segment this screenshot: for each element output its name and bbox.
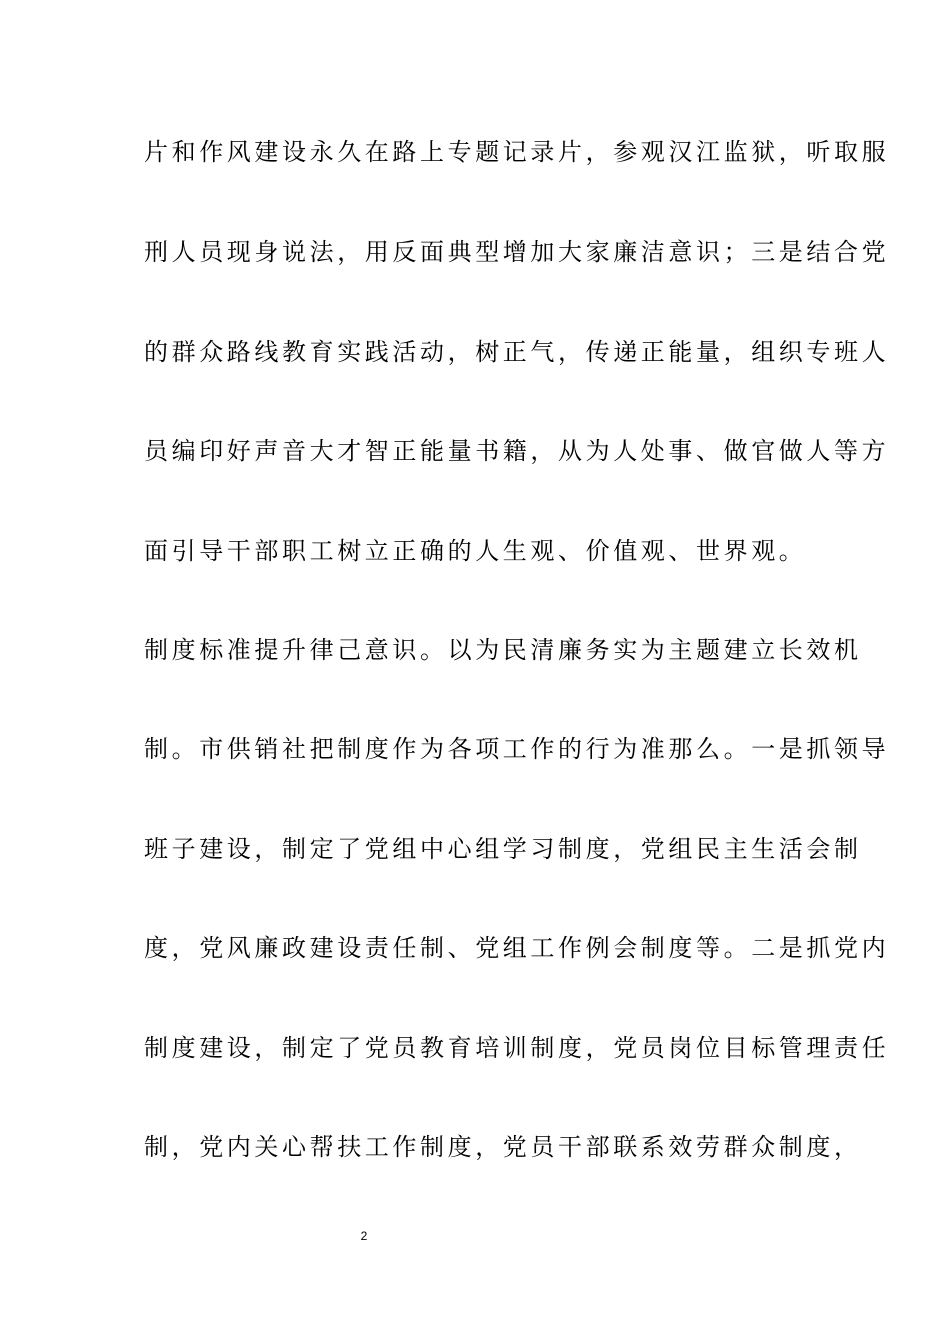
text-line-1: 片和作风建设永久在路上专题记录片，参观汉江监狱，听取服 (144, 138, 890, 166)
text-line-11: 制，党内关心帮扶工作制度，党员干部联系效劳群众制度， (144, 1133, 862, 1161)
text-line-5: 面引导干部职工树立正确的人生观、价值观、世界观。 (144, 537, 807, 565)
text-line-9: 度，党风廉政建设责任制、党组工作例会制度等。二是抓党内 (144, 934, 890, 962)
text-line-8: 班子建设，制定了党组中心组学习制度，党组民主生活会制 (144, 835, 862, 863)
text-line-4: 员编印好声音大才智正能量书籍，从为人处事、做官做人等方 (144, 437, 890, 465)
page-number: 2 (360, 1229, 368, 1243)
text-line-3: 的群众路线教育实践活动，树正气，传递正能量，组织专班人 (144, 338, 890, 366)
text-line-10: 制度建设，制定了党员教育培训制度，党员岗位目标管理责任 (144, 1034, 890, 1062)
text-line-6: 制度标准提升律己意识。以为民清廉务实为主题建立长效机 (144, 636, 862, 664)
text-line-2: 刑人员现身说法，用反面典型增加大家廉洁意识；三是结合党 (144, 238, 890, 266)
text-line-7: 制。市供销社把制度作为各项工作的行为准那么。一是抓领导 (144, 735, 890, 763)
